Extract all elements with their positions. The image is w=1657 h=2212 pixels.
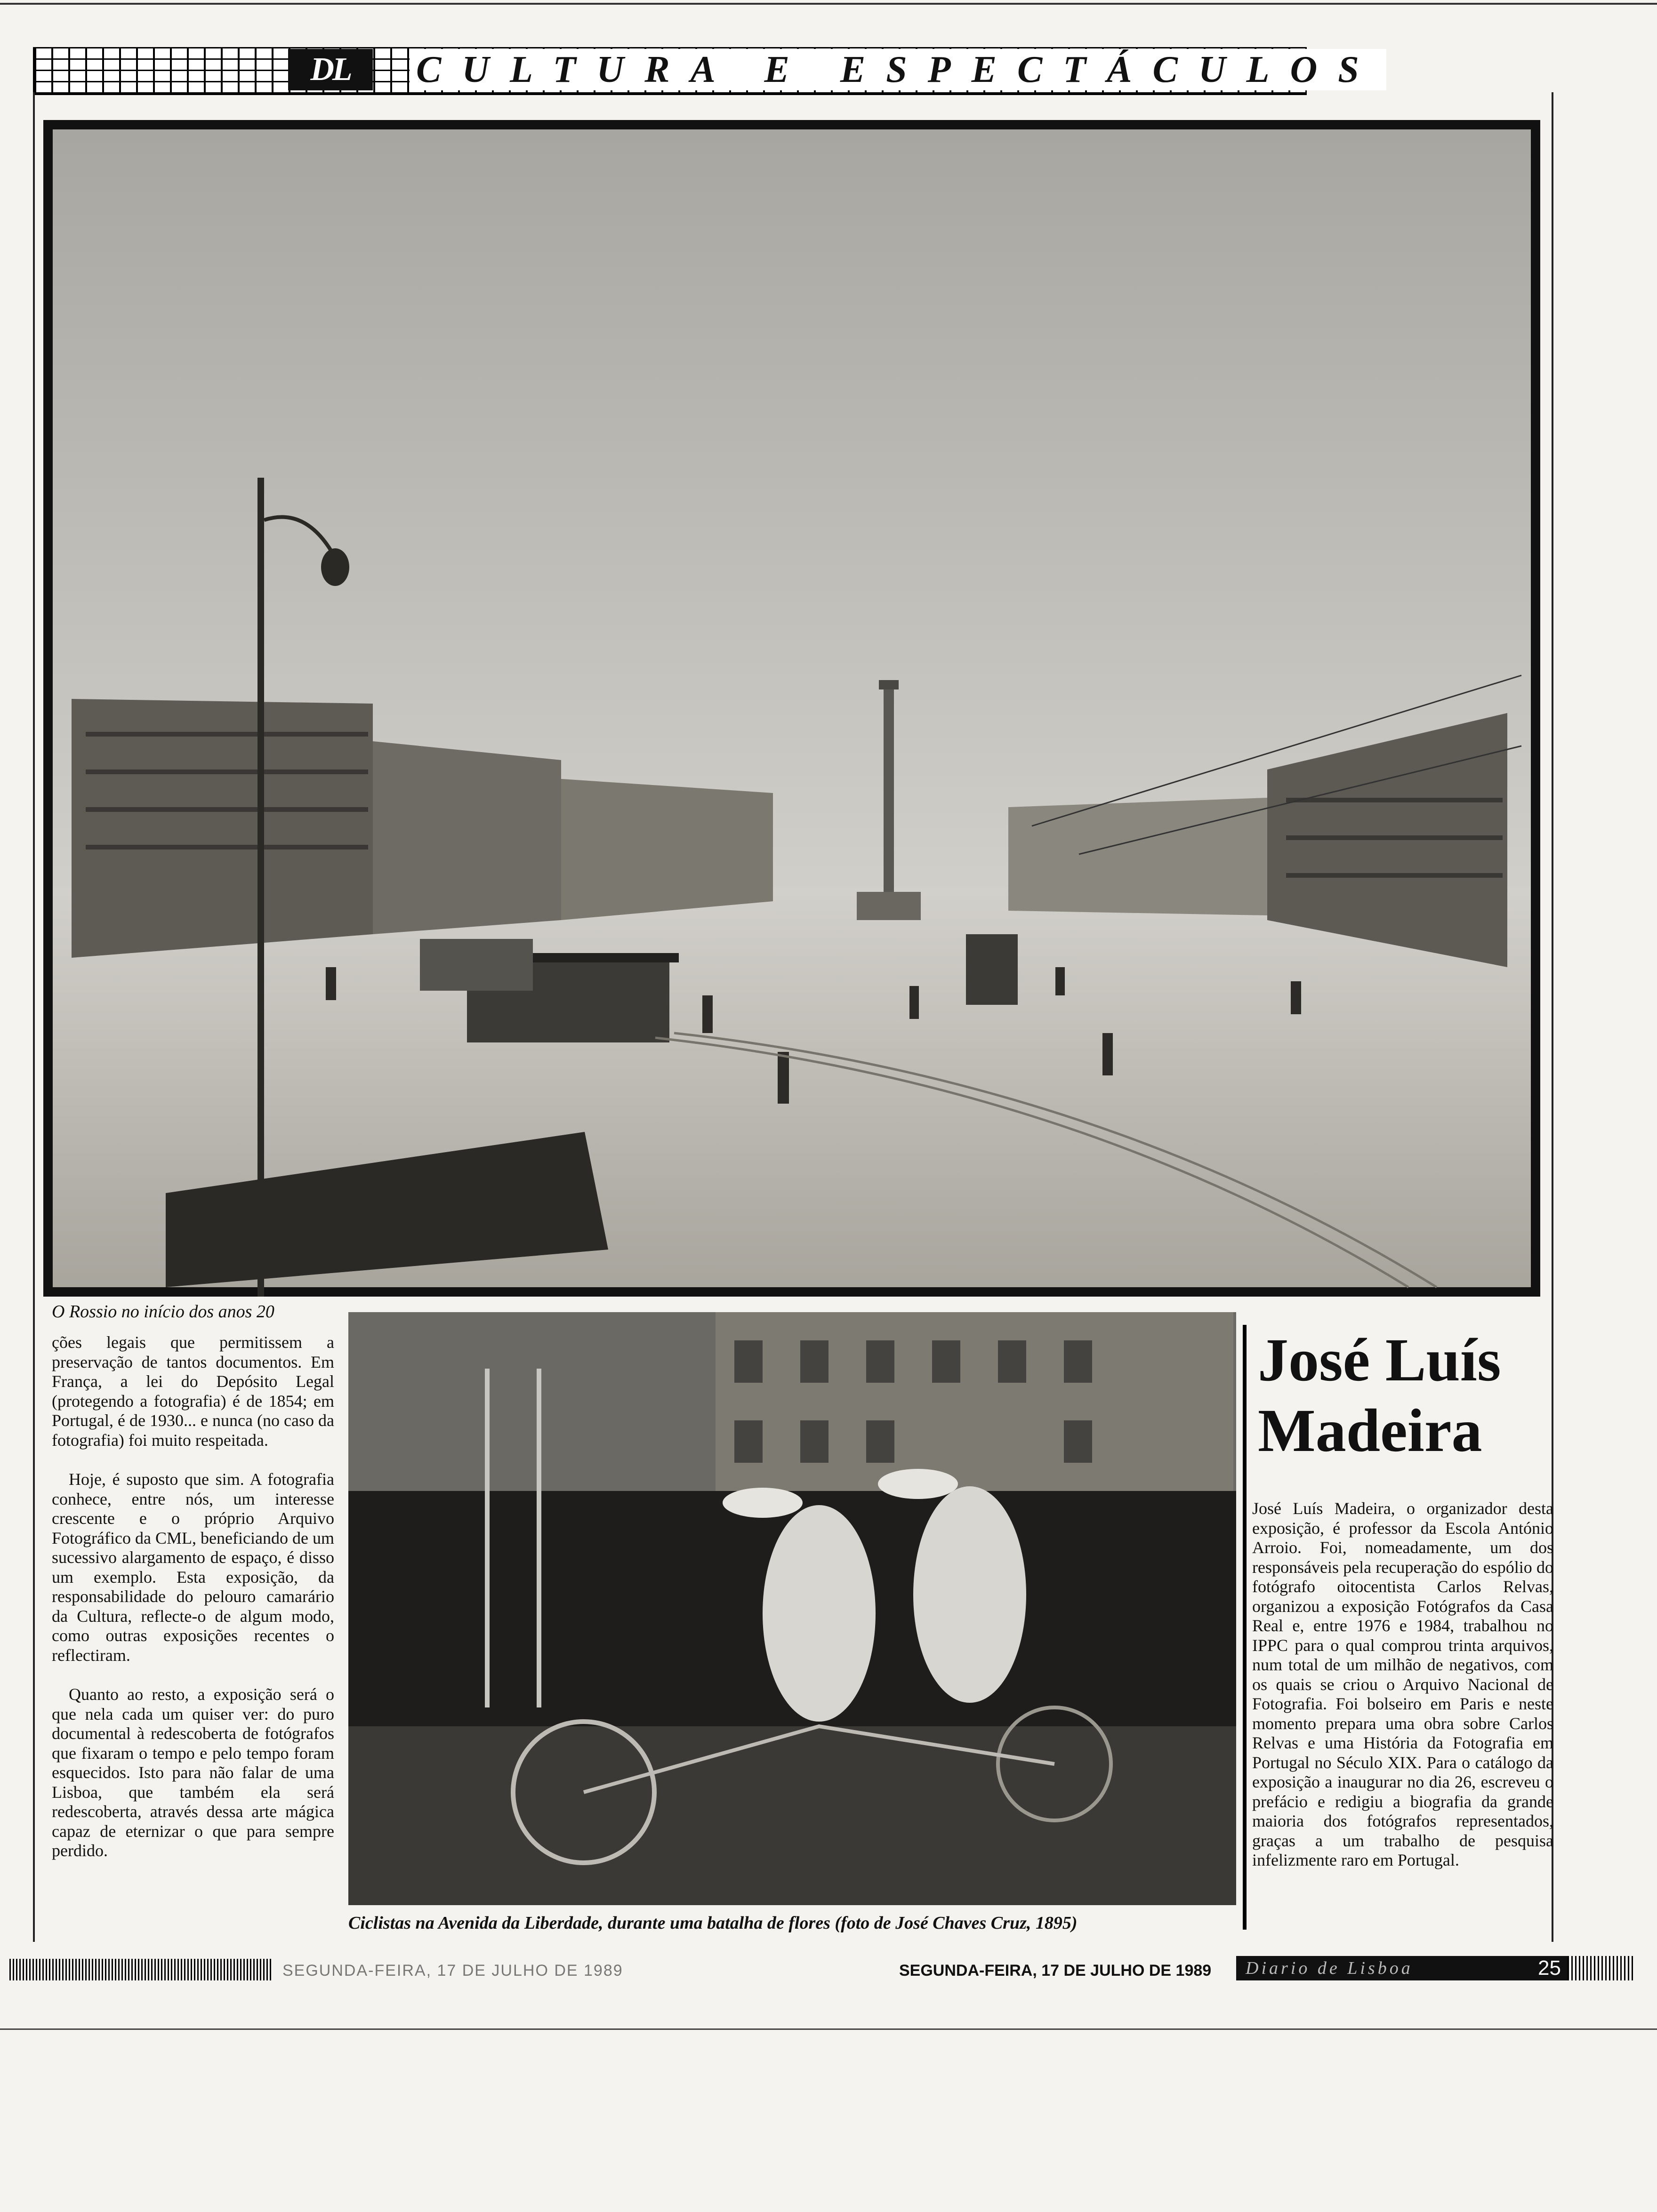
- rossio-photo-drawing: [43, 120, 1540, 1297]
- footer-barcode: [1568, 1956, 1633, 1980]
- bottom-rule: [0, 2028, 1657, 2030]
- rossio-photo-caption: O Rossio no início dos anos 20: [52, 1302, 274, 1322]
- rossio-photo: [43, 120, 1540, 1297]
- page-frame-left: [33, 92, 35, 1942]
- sidebar-body: José Luís Madeira, o organizador desta exposição, é professor da Escola António Arroio. Foi, nomeadamente, um dos responsáveis pela recuperação do espólio do fotógrafo oitocentista Carlos Relvas, organizou a exposição Fotógrafos da Casa Real e, entre 1976 e 1984, trabalhou no IPPC para o qual comprou trinta arquivos, num total de um milhão de negativos, com os quais se criou o Arquivo Nacional de Fotografia. Foi bolseiro em Paris e neste momento prepara uma obra sobre Carlos Relvas e uma História da Fotografia em Portugal no Século XIX. Para o catálogo da exposição a inaugurar no dia 26, escreveu o prefácio e redigiu a biografia da grande maioria dos fotógrafos representados, graças a um trabalho de pesquisa infelizmente raro em Portugal.: [1252, 1499, 1553, 1869]
- footer-paper-name: Diario de Lisboa: [1236, 1956, 1500, 1980]
- footer-date: SEGUNDA-FEIRA, 17 DE JULHO DE 1989: [899, 1962, 1212, 1980]
- section-title: CULTURA E ESPECTÁCULOS: [410, 49, 1386, 90]
- top-rule: [0, 3, 1657, 5]
- cyclists-photo-drawing: [348, 1312, 1236, 1905]
- article-paragraph: ções legais que permitissem a preservação de tantos documentos. Em França, a lei do Depósito Legal (protegendo a fotografia) é de 1854; em Portugal, é de 1930... e nunca (no caso da fotografia) foi muito respeitada.: [52, 1333, 334, 1450]
- sidebar-title: José Luís Madeira: [1258, 1326, 1501, 1465]
- article-column: [52, 1333, 334, 1881]
- newspaper-logo: DL: [288, 49, 373, 90]
- cyclists-photo: [348, 1312, 1236, 1905]
- cyclists-photo-caption: Ciclistas na Avenida da Liberdade, durante uma batalha de flores (foto de José Chaves Cruz, 1895): [348, 1913, 1078, 1933]
- footer-date-faded: SEGUNDA-FEIRA, 17 DE JULHO DE 1989: [282, 1962, 623, 1980]
- page-number: 25: [1490, 1956, 1568, 1980]
- article-paragraph: Quanto ao resto, a exposição será o que nela cada um quiser ver: do puro documental à redescoberta de fotógrafos que fixaram o tempo e pelo tempo foram esquecidos. Isto para não falar de uma Lisboa, que também ela será redescoberta, através dessa arte mágica capaz de eternizar o que para sempre perdido.: [52, 1685, 334, 1860]
- article-paragraph: Hoje, é suposto que sim. A fotografia conhece, entre nós, um interesse crescente e o próprio Arquivo Fotográfico da CML, beneficiando de um sucessivo alargamento de espaço, é disso um exemplo. Esta exposição, da responsabilidade do pelouro camarário da Cultura, reflecte-o de algum modo, como outras exposições recentes o reflectiram.: [52, 1470, 334, 1665]
- footer-barcode: [9, 1959, 273, 1980]
- sidebar-rule: [1243, 1325, 1247, 1930]
